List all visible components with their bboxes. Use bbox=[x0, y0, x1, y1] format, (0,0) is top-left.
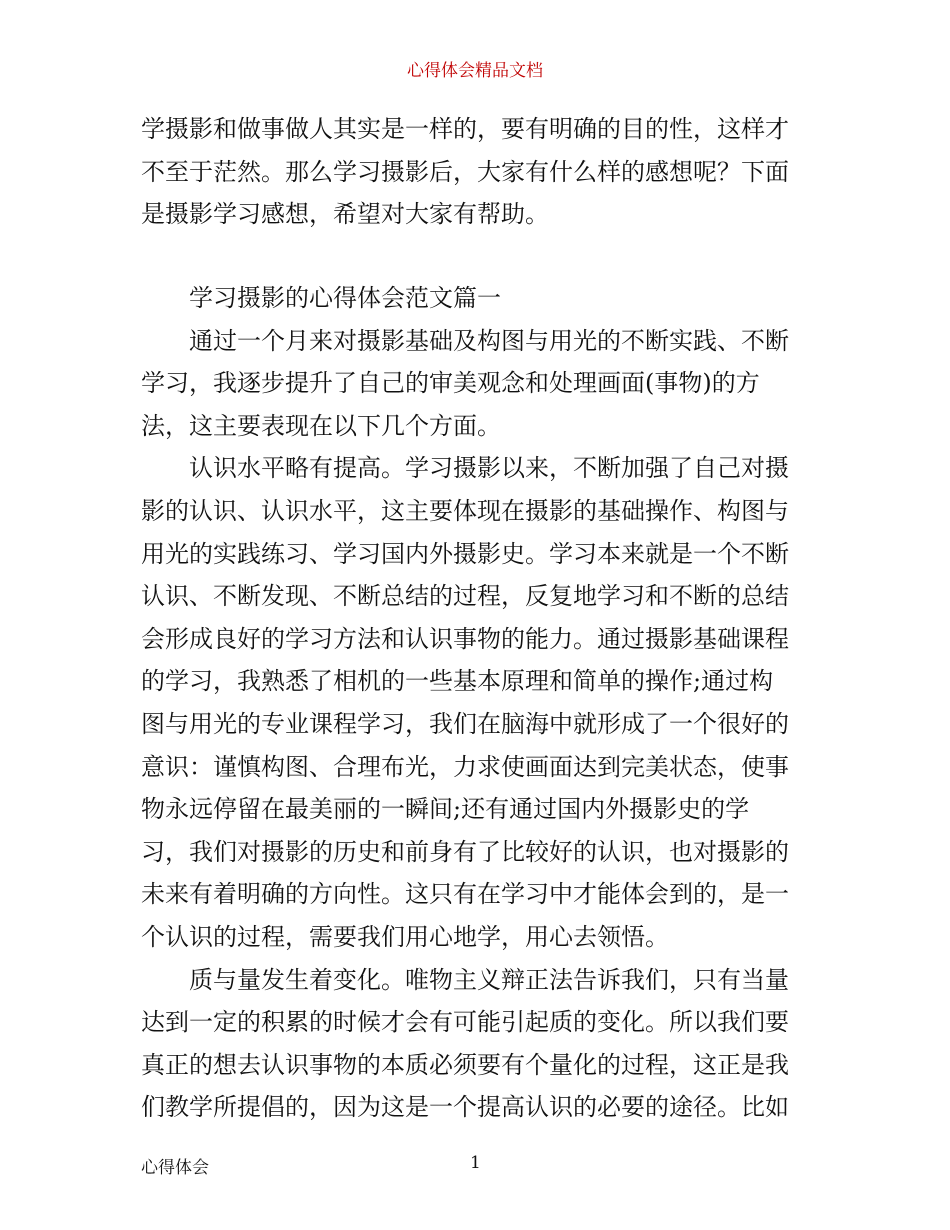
paragraph2-line: 会形成良好的学习方法和认识事物的能力。通过摄影基础课程 bbox=[141, 624, 789, 653]
paragraph2-line: 用光的实践练习、学习国内外摄影史。学习本来就是一个不断 bbox=[141, 539, 789, 568]
paragraph2-line: 个认识的过程，需要我们用心地学，用心去领悟。 bbox=[141, 922, 669, 951]
paragraph2-line: 物永远停留在最美丽的一瞬间;还有通过国内外摄影史的学 bbox=[141, 795, 750, 824]
intro-line: 不至于茫然。那么学习摄影后，大家有什么样的感想呢？下面 bbox=[141, 157, 789, 186]
paragraph3-line: 们教学所提倡的，因为这是一个提高认识的必要的途径。比如 bbox=[141, 1093, 789, 1122]
paragraph1-line: 通过一个月来对摄影基础及构图与用光的不断实践、不断 bbox=[189, 326, 789, 355]
paragraph2-line: 未来有着明确的方向性。这只有在学习中才能体会到的，是一 bbox=[141, 880, 789, 909]
section-title: 学习摄影的心得体会范文篇一 bbox=[189, 284, 501, 312]
footer-label: 心得体会 bbox=[141, 1158, 209, 1178]
paragraph3-line: 真正的想去认识事物的本质必须要有个量化的过程，这正是我 bbox=[141, 1050, 789, 1079]
intro-paragraph bbox=[141, 108, 813, 236]
paragraph2-line: 图与用光的专业课程学习，我们在脑海中就形成了一个很好的 bbox=[141, 709, 789, 738]
paragraph2-line: 认识、不断发现、不断总结的过程，反复地学习和不断的总结 bbox=[141, 582, 789, 611]
paragraph2-line: 意识：谨慎构图、合理布光，力求使画面达到完美状态，使事 bbox=[141, 752, 789, 781]
paragraph2-line: 认识水平略有提高。学习摄影以来，不断加强了自己对摄 bbox=[189, 454, 789, 483]
paragraph2-line: 习，我们对摄影的历史和前身有了比较好的认识，也对摄影的 bbox=[141, 837, 789, 866]
paragraph1-line: 法，这主要表现在以下几个方面。 bbox=[141, 411, 501, 440]
intro-line: 是摄影学习感想，希望对大家有帮助。 bbox=[141, 200, 549, 229]
paragraph1-line: 学习，我逐步提升了自己的审美观念和处理画面(事物)的方 bbox=[141, 369, 760, 398]
paragraph2-line: 影的认识、认识水平，这主要体现在摄影的基础操作、构图与 bbox=[141, 496, 789, 525]
paragraph2-line: 的学习，我熟悉了相机的一些基本原理和简单的操作;通过构 bbox=[141, 667, 774, 696]
paragraph3-line: 达到一定的积累的时候才会有可能引起质的变化。所以我们要 bbox=[141, 1008, 789, 1037]
paragraph3-line: 质与量发生着变化。唯物主义辩正法告诉我们，只有当量 bbox=[189, 965, 789, 994]
page-number: 1 bbox=[470, 1153, 481, 1173]
intro-line: 学摄影和做事做人其实是一样的，要有明确的目的性，这样才 bbox=[141, 115, 789, 143]
article-body bbox=[141, 277, 813, 1129]
document-header-title: 心得体会精品文档 bbox=[407, 61, 543, 81]
